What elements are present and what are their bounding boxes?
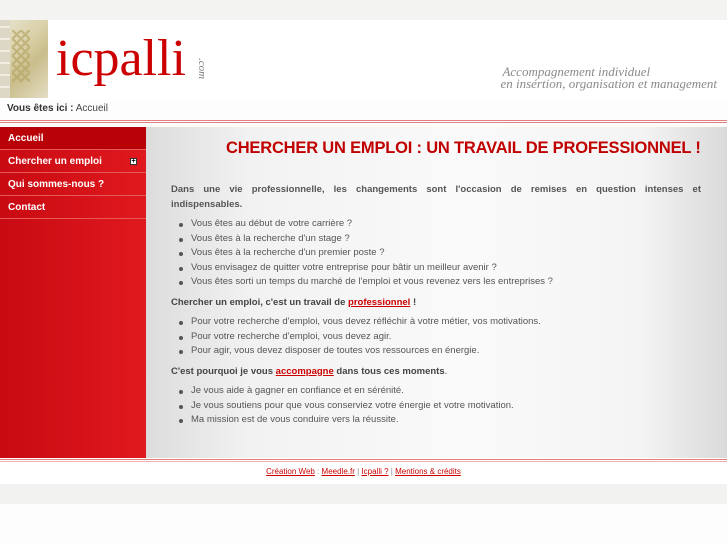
list-item: Pour votre recherche d'emploi, vous devez réfléchir à votre métier, vos motivations. (179, 315, 701, 330)
sidebar-item-label: Qui sommes-nous ? (8, 179, 105, 190)
sidebar-item-chercher-un-emploi[interactable] (0, 150, 146, 173)
list-item: Vous êtes à la recherche d'un premier poste ? (179, 246, 701, 261)
sidebar-nav (0, 127, 146, 458)
advice-list (179, 315, 701, 359)
breadcrumb-current: Accueil (75, 103, 108, 114)
footer-separator: | (354, 467, 362, 476)
list-item: Je vous aide à gagner en confiance et en sérénité. (179, 384, 701, 399)
meedle-link[interactable]: Meedle.fr (321, 467, 355, 476)
statement-accompagne (171, 365, 701, 380)
list-item: Vous êtes au début de votre carrière ? (179, 217, 701, 232)
sidebar-item-label: Contact (8, 202, 46, 213)
sidebar-item-accueil[interactable] (0, 127, 146, 150)
statement-text: dans tous ces moments (333, 365, 445, 377)
creation-web-link[interactable]: Création Web (266, 467, 315, 476)
sidebar-item-contact[interactable] (0, 196, 146, 219)
site-footer (0, 462, 727, 484)
icpalli-link[interactable]: Icpalli ? (361, 467, 389, 476)
main-content (146, 127, 727, 458)
tagline-line-2: en insértion, organisation et management (500, 76, 717, 91)
mission-list (179, 384, 701, 428)
statement-text: ! (410, 296, 417, 308)
list-item: Je vous soutiens pour que vous conserviez votre énergie et votre motivation. (179, 399, 701, 414)
footer-separator: : (314, 467, 322, 476)
statement-text: C'est pourquoi je vous (171, 365, 276, 377)
sidebar-item-label: Accueil (8, 133, 44, 144)
list-item: Vous êtes sorti un temps du marché de l'emploi et vous revenez vers les entreprises ? (179, 275, 701, 290)
statement-text: Chercher un emploi, c'est un travail de (171, 296, 349, 308)
bottom-bar (0, 484, 727, 504)
accompagne-link[interactable]: accompagne (275, 365, 334, 377)
sidebar-item-qui-sommes-nous[interactable] (0, 173, 146, 196)
footer-separator: | (388, 467, 396, 476)
tagline-line-1: Accompagnement individuel (502, 64, 651, 79)
statement-period: . (444, 365, 448, 377)
questions-list (179, 217, 701, 290)
site-header (0, 20, 727, 100)
list-item: Ma mission est de vous conduire vers la réussite. (179, 413, 701, 428)
list-item: Vous êtes à la recherche d'un stage ? (179, 232, 701, 247)
tagline (500, 66, 717, 90)
expand-plus-icon[interactable]: + (131, 158, 136, 165)
page-title: CHERCHER UN EMPLOI : UN TRAVAIL DE PROFESSIONNEL ! (226, 139, 701, 157)
top-bar (0, 0, 727, 20)
list-item: Pour votre recherche d'emploi, vous devez agir. (179, 330, 701, 345)
statement-professionnel (171, 296, 701, 311)
logo[interactable]: icpalli (56, 30, 186, 87)
logo-suffix: .com (196, 58, 208, 80)
divider-top (0, 120, 727, 123)
mentions-credits-link[interactable]: Mentions & crédits (395, 467, 461, 476)
list-item: Pour agir, vous devez disposer de toutes vos ressources en énergie. (179, 344, 701, 359)
logo-image (0, 20, 48, 98)
breadcrumb (7, 103, 108, 114)
intro-paragraph: Dans une vie professionnelle, les changements sont l'occasion de remises en question intenses et indispensables. (171, 184, 701, 210)
breadcrumb-label: Vous êtes ici : (7, 103, 74, 114)
professionnel-link[interactable]: professionnel (348, 296, 411, 308)
list-item: Vous envisagez de quitter votre entreprise pour bâtir un meilleur avenir ? (179, 261, 701, 276)
article-body (171, 183, 701, 434)
sidebar-item-label: Chercher un emploi (8, 156, 102, 167)
